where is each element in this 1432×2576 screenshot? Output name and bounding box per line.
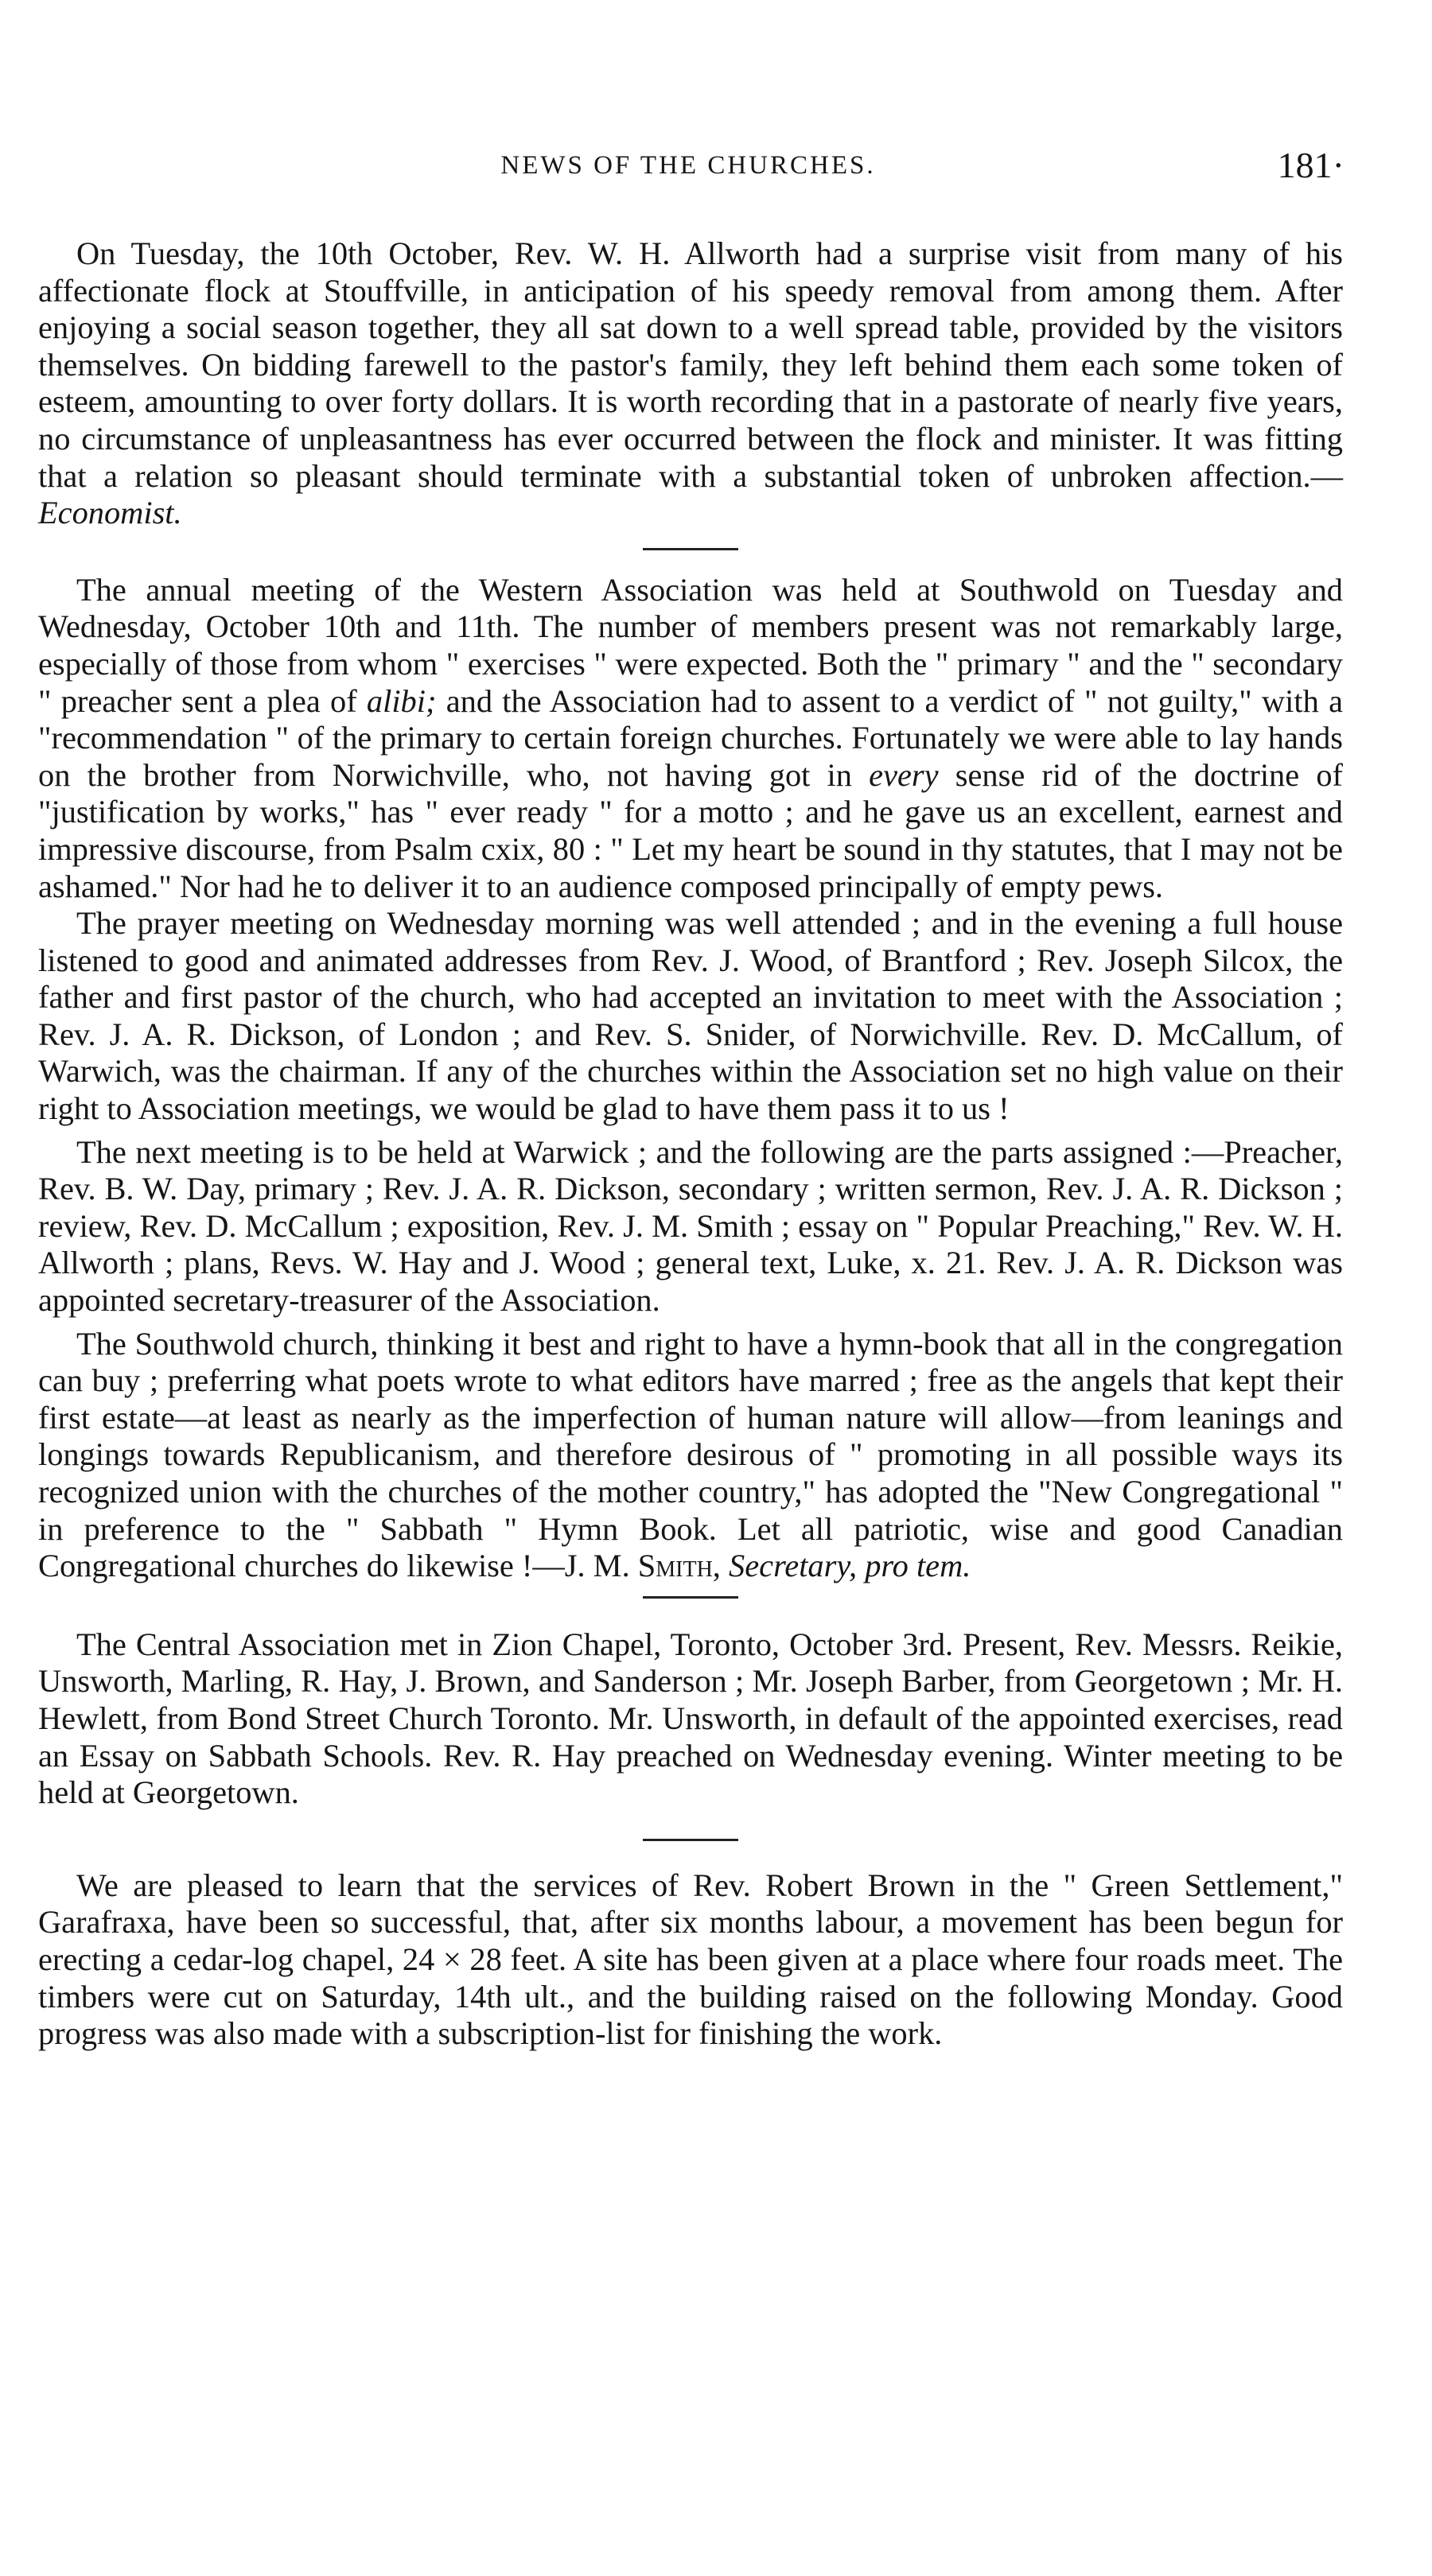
paragraph [38,1626,1343,1812]
page-header [32,142,1344,189]
article-western-association [38,572,1343,1585]
article-garafraxa [38,1867,1343,2053]
running-title: NEWS OF THE CHURCHES. [500,151,876,180]
section-divider [643,1839,738,1841]
signature-title: Secretary, pro tem. [729,1548,971,1584]
paragraph-text: sense rid of the doctrine of "justification by works," has " ever ready " for a motto ; and he gave us an excellent, earnest and impressive discourse, from Psalm cxix, 80 : " Let my heart be sound in thy statutes, that I may not be ashamed." Nor had he to deliver it to an audience composed principally of empty pews. [38,756,1343,904]
paragraph-text: We are pleased to learn that the services of Rev. Robert Brown in the " Green Settlement," Garafraxa, have been so successful, that, after six months labour, a movement has been begun for erecting a cedar-log chapel, 24 × 28 feet. A site has been given at a place where four roads meet. The timbers were cut on Saturday, 14th ult., and the building raised on the following Monday. Good progress was also made with a subscription-list for finishing the work. [38,1867,1343,2052]
paragraph-text: The Southwold church, thinking it best and right to have a hymn-book that all in the congregation can buy ; preferring what poets wrote to what editors have marred ; free as the angels that kept their first estate—at least as nearly as the imperfection of human nature will allow—from leanings and longings towards Republicanism, and therefore desirous of " promoting in all possible ways its recognized union with the churches of the mother country," has adopted the "New Congregational " in preference to the " Sabbath " Hymn Book. Let all patriotic, wise and good Canadian Congregational churches do likewise !—J. M. [38,1325,1343,1584]
page-number: 181· [1277,145,1344,185]
paragraph-text: The Central Association met in Zion Chapel, Toronto, October 3rd. Present, Rev. Messrs. Reikie, Unsworth, Marling, R. Hay, J. Brown, and Sanderson ; Mr. Joseph Barber, from Georgetown ; Mr. H. Hewlett, from Bond Street Church Toronto. Mr. Unsworth, in default of the appointed exercises, read an Essay on Sabbath Schools. Rev. R. Hay preached on Wednesday evening. Winter meeting to be held at Georgetown. [38,1626,1343,1811]
source-credit: Economist. [38,495,182,531]
paragraph-text: and the Association had to assent to a verdict of " not guilty," with a "recommendation " of the primary to certain foreign churches. Fortunately we were able to lay hands on the brother from Norwichville, who, not having got in [38,682,1344,793]
paragraph [38,1867,1343,2053]
section-divider [643,548,738,550]
paragraph [38,235,1343,532]
italic-word: alibi; [366,682,437,719]
signature-name: Smith, [637,1548,721,1584]
paragraph [38,905,1343,1128]
paragraph-text: On Tuesday, the 10th October, Rev. W. H. Allworth had a surprise visit from many of his affectionate flock at Stouffville, in anticipation of his speedy removal from among them. After enjoying a social season together, they all sat down to a well spread table, provided by the visitors themselves. On bidding farewell to the pastor's family, they left behind them each some token of esteem, amounting to over forty dollars. It is worth recording that in a pastorate of nearly five years, no circumstance of unpleasantness has ever occurred between the flock and minister. It was fitting that a relation so pleasant should terminate with a substantial token of unbroken affection.— [38,235,1343,494]
section-divider [643,1596,738,1599]
paragraph-text: The annual meeting of the Western Association was held at Southwold on Tuesday and Wednesday, October 10th and 11th. The number of members present was not remarkably large, especially of those from whom " exercises " were expected. Both the " primary " and the " secondary " preacher sent a plea of [38,571,1343,719]
article-central-association [38,1626,1343,1812]
paragraph-text: The prayer meeting on Wednesday morning was well attended ; and in the evening a full house listened to good and animated addresses from Rev. J. Wood, of Brantford ; Rev. Joseph Silcox, the father and first pastor of the church, who had accepted an invitation to meet with the Association ; Rev. J. A. R. Dickson, of London ; and Rev. S. Snider, of Norwichville. Rev. D. McCallum, of Warwich, was the chairman. If any of the churches within the Association set no high value on their right to Association meetings, we would be glad to have them pass it to us ! [38,905,1343,1127]
paragraph [38,1326,1343,1585]
text-column [38,235,1343,2053]
paragraph [38,572,1343,905]
article-stouffville [38,235,1343,532]
paragraph [38,1134,1343,1319]
italic-word: every [869,756,939,793]
paragraph-text: The next meeting is to be held at Warwick ; and the following are the parts assigned :—Preacher, Rev. B. W. Day, primary ; Rev. J. A. R. Dickson, secondary ; written sermon, Rev. J. A. R. Dickson ; review, Rev. D. McCallum ; exposition, Rev. J. M. Smith ; essay on " Popular Preaching," Rev. W. H. Allworth ; plans, Revs. W. Hay and J. Wood ; general text, Luke, x. 21. Rev. J. A. R. Dickson was appointed secretary-treasurer of the Association. [38,1133,1343,1319]
